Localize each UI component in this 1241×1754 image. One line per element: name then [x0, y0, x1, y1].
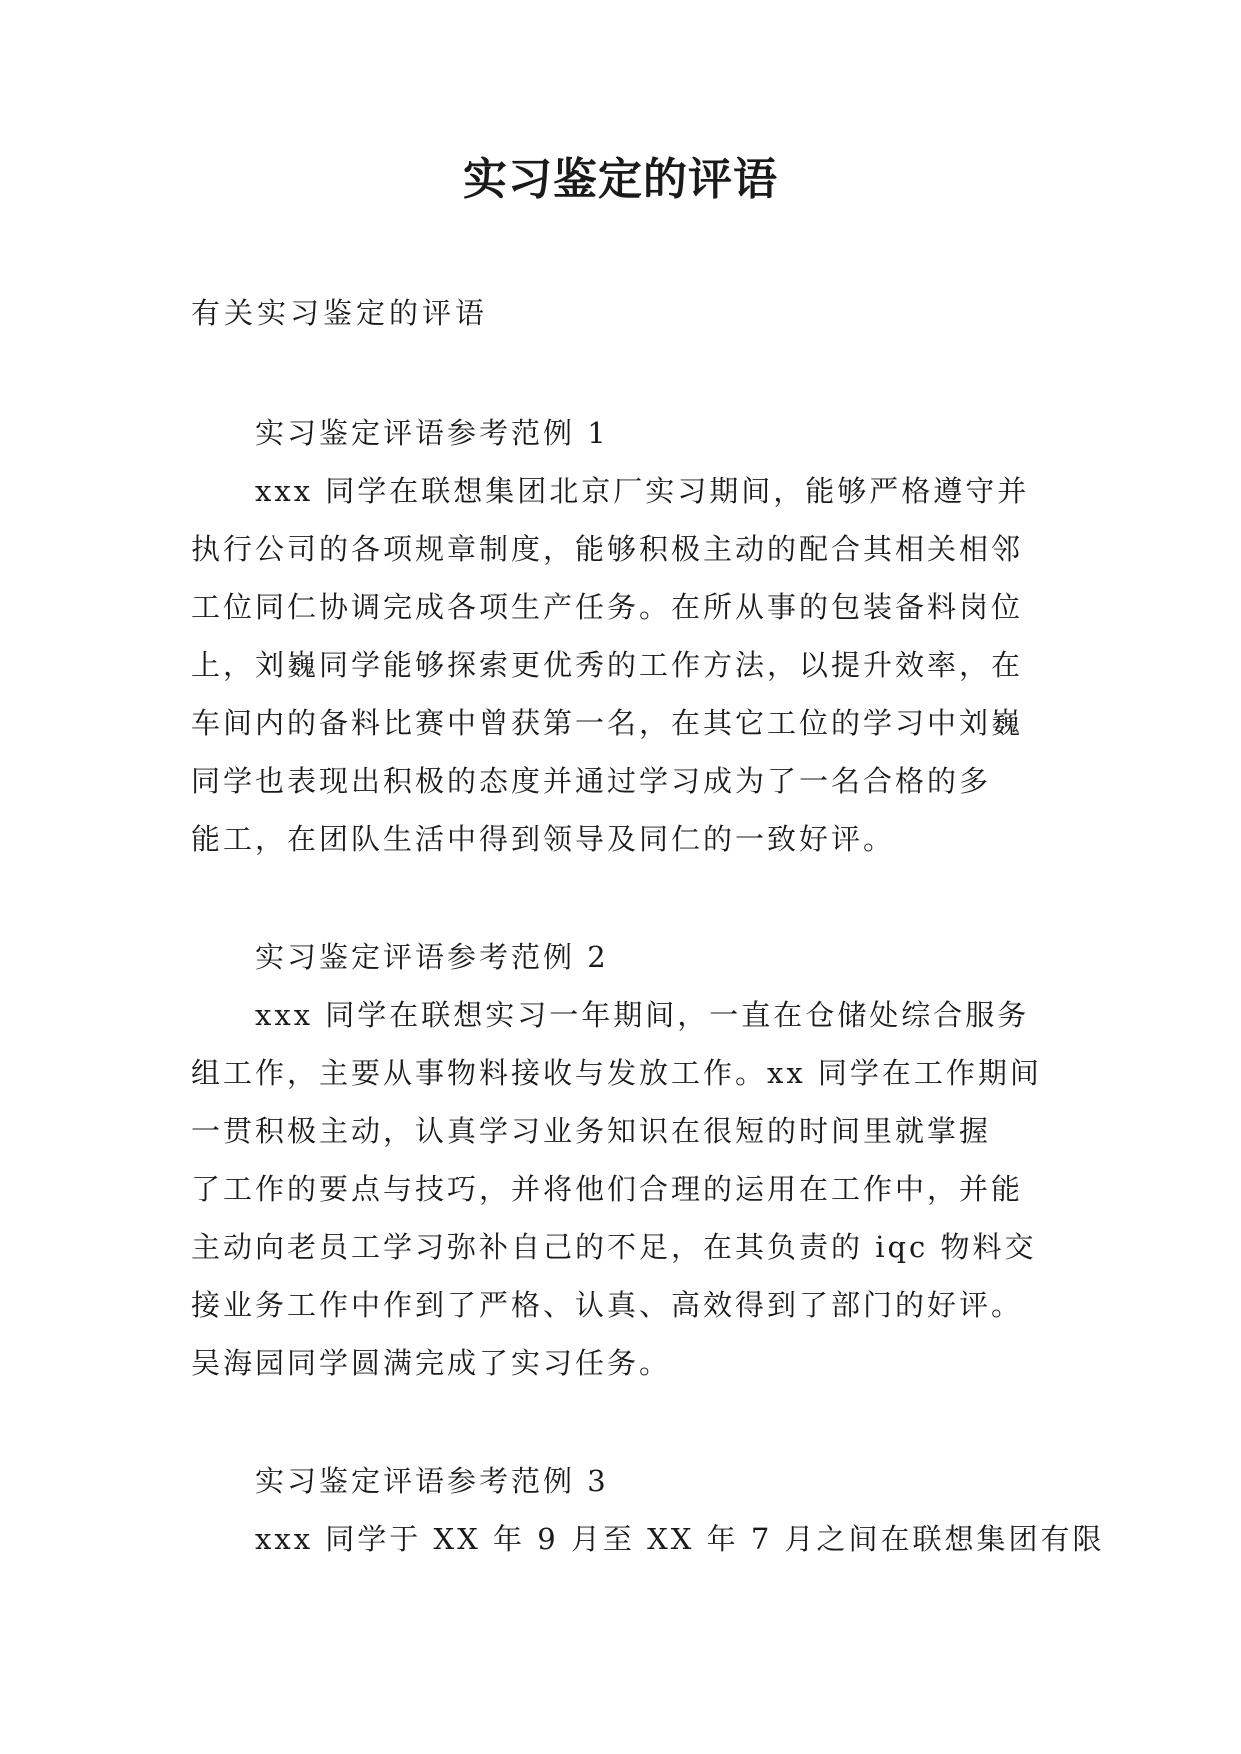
page-title: 实习鉴定的评语	[463, 154, 778, 205]
section-body	[191, 1510, 1105, 1568]
body-line: 组工作，主要从事物料接收与发放工作。xx 同学在工作期间	[191, 1056, 1042, 1090]
body-line: xxx 同学在联想实习一年期间，一直在仓储处综合服务	[255, 998, 1030, 1032]
section-example-1	[191, 404, 1071, 868]
section-body	[191, 986, 1071, 1392]
section-heading: 实习鉴定评语参考范例 1	[255, 416, 609, 450]
body-line: 工位同仁协调完成各项生产任务。在所从事的包装备料岗位	[191, 590, 1024, 624]
body-line: 执行公司的各项规章制度，能够积极主动的配合其相关相邻	[191, 532, 1024, 566]
body-line: 车间内的备料比赛中曾获第一名，在其它工位的学习中刘巍	[191, 706, 1024, 740]
section-example-2	[191, 928, 1071, 1392]
body-line: 能工，在团队生活中得到领导及同仁的一致好评。	[191, 822, 896, 856]
body-line: xxx 同学在联想集团北京厂实习期间，能够严格遵守并	[255, 474, 1030, 508]
body-line: 同学也表现出积极的态度并通过学习成为了一名合格的多	[191, 764, 992, 798]
section-heading: 实习鉴定评语参考范例 3	[255, 1464, 609, 1498]
section-body	[191, 462, 1071, 868]
body-line: 接业务工作中作到了严格、认真、高效得到了部门的好评。	[191, 1288, 1024, 1322]
body-line: 主动向老员工学习弥补自己的不足，在其负责的 iqc 物料交	[191, 1230, 1037, 1264]
document-subtitle: 有关实习鉴定的评语	[191, 296, 489, 330]
body-line: xxx 同学于 XX 年 9 月至 XX 年 7 月之间在联想集团有限	[255, 1522, 1105, 1556]
body-line: 吴海园同学圆满完成了实习任务。	[191, 1346, 672, 1380]
body-line: 了工作的要点与技巧，并将他们合理的运用在工作中，并能	[191, 1172, 1024, 1206]
body-line: 一贯积极主动，认真学习业务知识在很短的时间里就掌握	[191, 1114, 992, 1148]
body-line: 上，刘巍同学能够探索更优秀的工作方法，以提升效率，在	[191, 648, 1024, 682]
section-example-3	[191, 1452, 1105, 1568]
section-heading: 实习鉴定评语参考范例 2	[255, 940, 609, 974]
